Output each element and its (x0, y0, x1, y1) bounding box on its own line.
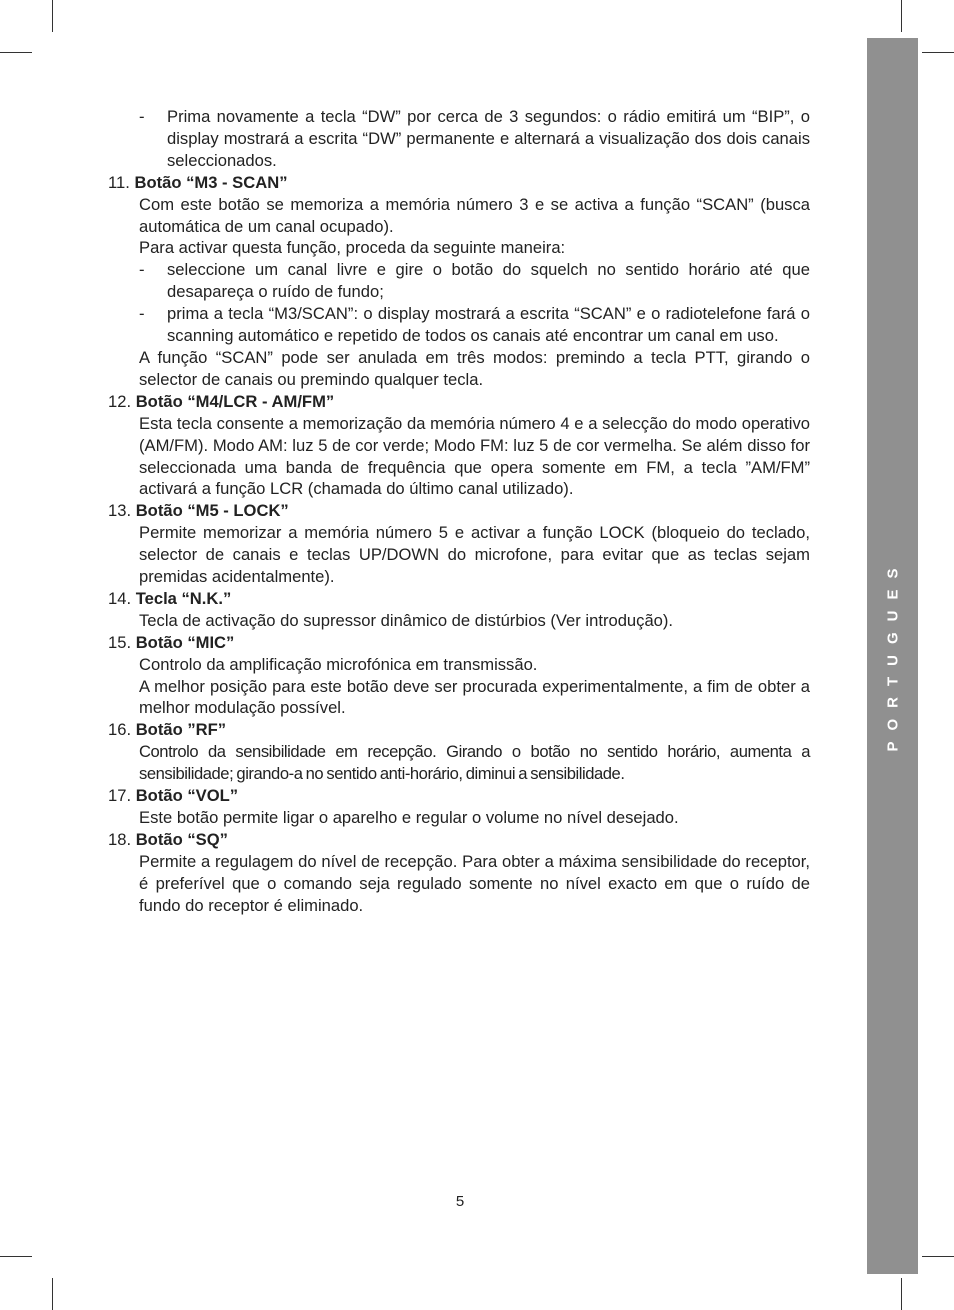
crop-mark-top-left-horizontal (0, 52, 32, 53)
crop-mark-top-right-horizontal (922, 52, 954, 53)
item-18-heading (108, 829, 810, 851)
language-side-label: PORTUGUES (884, 556, 902, 752)
item-18-title: Botão “SQ” (135, 829, 228, 849)
item-11-dash-1 (108, 259, 810, 303)
item-15-paragraph-1: Controlo da amplificação microfónica em transmissão. (139, 654, 538, 674)
page-number: 5 (455, 1193, 465, 1210)
main-content (108, 106, 810, 917)
item-15-title: Botão “MIC” (135, 632, 235, 652)
item-15-heading (108, 632, 810, 654)
intro-dash-item (108, 106, 810, 172)
dash-marker: - (139, 304, 145, 324)
item-17-paragraph-1: Este botão permite ligar o aparelho e regular o volume no nível desejado. (139, 808, 679, 827)
item-17-title: Botão “VOL” (135, 786, 239, 806)
item-14-title: Tecla “N.K.” (135, 588, 232, 608)
item-12-title: Botão “M4/LCR - AM/FM” (135, 391, 335, 411)
item-16-paragraph-1: Controlo da sensibilidade em recepção. Girando o botão no sentido horário, aumenta a sensibilidade; girando-a no sentido anti-horário, diminui a sensibilidade. (139, 742, 810, 784)
item-13-title: Botão “M5 - LOCK” (135, 501, 289, 521)
item-11-paragraph-1: Com este botão se memoriza a memória número 3 e se activa a função “SCAN” (busca automática de um canal ocupado). (139, 194, 810, 236)
crop-mark-bottom-right-vertical (901, 1278, 902, 1310)
item-18-paragraph-1: Permite a regulagem do nível de recepção. Para obter a máxima sensibilidade do receptor, é preferível que o comando seja regulado somente no nível exacto em que o ruído de fundo do receptor é eliminado. (139, 851, 810, 915)
crop-mark-top-left-vertical (52, 0, 53, 32)
item-13-number: 13. (108, 501, 132, 521)
intro-dash-text: Prima novamente a tecla “DW” por cerca de 3 segundos: o rádio emitirá um “BIP”, o display mostrará a escrita “DW” permanente e alternará a visualização dos dois canais seleccionados. (167, 107, 810, 170)
item-15-paragraph-2: A melhor posição para este botão deve ser procurada experimentalmente, a fim de obter a melhor modulação possível. (139, 676, 810, 718)
crop-mark-bottom-left-horizontal (0, 1256, 32, 1257)
item-11-paragraph-3: A função “SCAN” pode ser anulada em três modos: premindo a tecla PTT, girando o selector de canais ou premindo qualquer tecla. (139, 347, 810, 389)
item-11-number: 11. (108, 172, 130, 192)
item-15-number: 15. (108, 632, 132, 652)
item-11-paragraph-2: Para activar questa função, proceda da seguinte maneira: (139, 238, 566, 258)
item-12-number: 12. (108, 391, 132, 411)
crop-mark-top-right-vertical (901, 0, 902, 32)
item-11-dash-2-text: prima a tecla “M3/SCAN”: o display mostrará a escrita “SCAN” e o radiotelefone fará o scanning automático e repetido de todos os canais até encontrar um canal em uso. (167, 304, 810, 346)
item-17-number: 17. (108, 786, 132, 806)
item-14-number: 14. (108, 588, 132, 608)
item-11-dash-1-text: seleccione um canal livre e gire o botão do squelch no sentido horário até que desapareça o ruído de fundo; (167, 260, 810, 302)
dash-marker: - (139, 107, 145, 126)
item-11-dash-2 (108, 303, 810, 347)
item-16-title: Botão ”RF” (135, 720, 227, 740)
item-14-paragraph-1: Tecla de activação do supressor dinâmico de distúrbios (Ver introdução). (139, 610, 674, 630)
item-11-heading (108, 172, 810, 194)
language-side-label-wrap (867, 556, 918, 752)
item-13-heading (108, 500, 810, 522)
dash-marker: - (139, 260, 145, 280)
item-16-number: 16. (108, 720, 132, 740)
crop-mark-bottom-right-horizontal (922, 1256, 954, 1257)
crop-mark-bottom-left-vertical (52, 1278, 53, 1310)
item-16-heading (108, 719, 810, 741)
item-18-number: 18. (108, 829, 132, 849)
item-12-paragraph-1: Esta tecla consente a memorização da memória número 4 e a selecção do modo operativo (AM/FM). Modo AM: luz 5 de cor verde; Modo FM: luz 5 de cor vermelha. Se além disso for seleccionada uma banda de frequência que opera somente em FM, a tecla ”AM/FM” activará a função LCR (chamada do último canal utilizado). (139, 413, 810, 499)
item-12-heading (108, 391, 810, 413)
item-11-title: Botão “M3 - SCAN” (134, 172, 288, 192)
item-14-heading (108, 588, 810, 610)
item-13-paragraph-1: Permite memorizar a memória número 5 e activar a função LOCK (bloqueio do teclado, selector de canais e teclas UP/DOWN do microfone, para evitar que as teclas sejam premidas acidentalmente). (139, 523, 810, 587)
item-17-heading (108, 785, 810, 807)
